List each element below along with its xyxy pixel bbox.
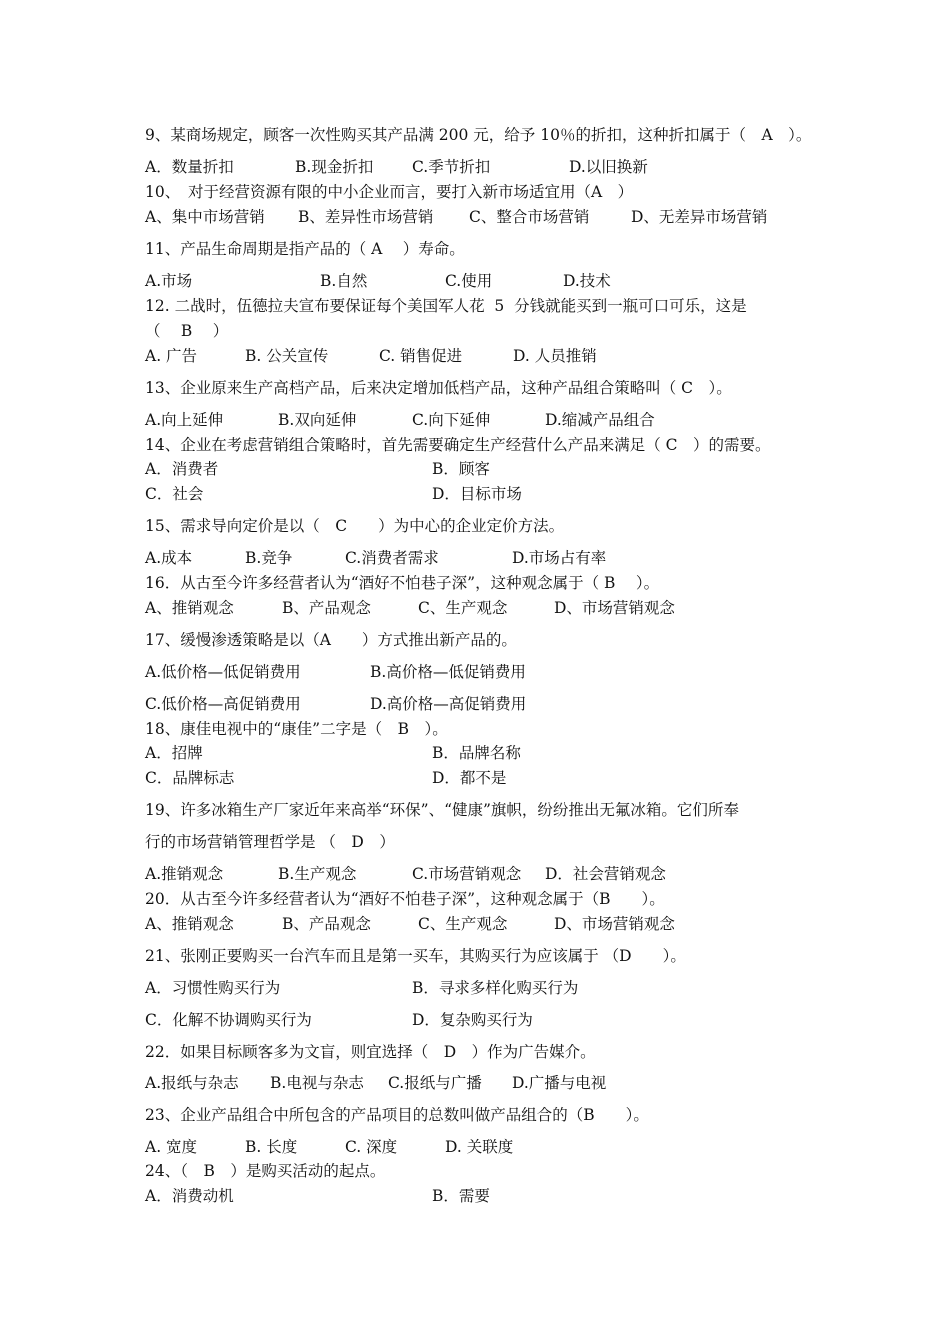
question-15: 15、需求导向定价是以（ C ）为中心的企业定价方法。 xyxy=(145,517,565,535)
option-9d: D.以旧换新 xyxy=(569,158,648,176)
option-12b: B. 公关宣传 xyxy=(245,347,329,365)
option-12c: C. 销售促进 xyxy=(379,347,463,365)
question-20: 20．从古至今许多经营者认为“酒好不怕巷子深”，这种观念属于（B ）。 xyxy=(145,890,665,908)
option-17d: D.高价格—高促销费用 xyxy=(370,695,527,713)
option-16d: D、市场营销观念 xyxy=(554,599,675,617)
option-10a: A、集中市场营销 xyxy=(145,208,265,226)
option-22a: A.报纸与杂志 xyxy=(145,1074,239,1092)
option-21b: B．寻求多样化购买行为 xyxy=(412,979,579,997)
question-9: 9、某商场规定，顾客一次性购买其产品满 200 元，给予 10％的折扣，这种折扣属于（ A ）。 xyxy=(145,126,812,144)
option-13d: D.缩减产品组合 xyxy=(545,411,655,429)
option-14b: B．顾客 xyxy=(432,460,490,478)
option-9a: A．数量折扣 xyxy=(145,158,234,176)
option-19b: B.生产观念 xyxy=(278,865,357,883)
question-12: 12. 二战时，伍德拉夫宣布要保证每个美国军人花 5 分钱就能买到一瓶可口可乐，这是 xyxy=(145,297,747,315)
option-23b: B. 长度 xyxy=(245,1138,298,1156)
option-10b: B、差异性市场营销 xyxy=(298,208,434,226)
question-14: 14、企业在考虑营销组合策略时，首先需要确定生产经营什么产品来满足（ C ）的需要。 xyxy=(145,436,771,454)
option-20d: D、市场营销观念 xyxy=(554,915,675,933)
option-23c: C. 深度 xyxy=(345,1138,398,1156)
option-9c: C.季节折扣 xyxy=(412,158,491,176)
option-16c: C、生产观念 xyxy=(418,599,508,617)
option-11b: B.自然 xyxy=(320,272,368,290)
option-24b: B．需要 xyxy=(432,1187,490,1205)
question-10: 10、 对于经营资源有限的中小企业而言，要打入新市场适宜用（A ） xyxy=(145,183,634,201)
option-21d: D．复杂购买行为 xyxy=(412,1011,533,1029)
option-22b: B.电视与杂志 xyxy=(270,1074,364,1092)
option-23d: D. 关联度 xyxy=(445,1138,514,1156)
option-18b: B．品牌名称 xyxy=(432,744,521,762)
question-19: 19、许多冰箱生产厂家近年来高举“环保”、“健康”旗帜，纷纷推出无氟冰箱。它们所奉 xyxy=(145,801,739,819)
question-23: 23、企业产品组合中所包含的产品项目的总数叫做产品组合的（B ）。 xyxy=(145,1106,649,1124)
option-24a: A．消费动机 xyxy=(145,1187,234,1205)
option-20b: B、产品观念 xyxy=(282,915,371,933)
option-20a: A、推销观念 xyxy=(145,915,234,933)
option-19a: A.推销观念 xyxy=(145,865,224,883)
option-18c: C．品牌标志 xyxy=(145,769,235,787)
option-15d: D.市场占有率 xyxy=(512,549,607,567)
question-13: 13、企业原来生产高档产品，后来决定增加低档产品，这种产品组合策略叫（ C ）。 xyxy=(145,379,732,397)
option-14c: C．社会 xyxy=(145,485,204,503)
question-21: 21、张刚正要购买一台汽车而且是第一买车，其购买行为应该属于 （D ）。 xyxy=(145,947,686,965)
option-16a: A、推销观念 xyxy=(145,599,234,617)
option-10c: C、整合市场营销 xyxy=(469,208,590,226)
option-16b: B、产品观念 xyxy=(282,599,371,617)
option-20c: C、生产观念 xyxy=(418,915,508,933)
question-11: 11、产品生命周期是指产品的（ A ）寿命。 xyxy=(145,240,465,258)
option-19d: D．社会营销观念 xyxy=(545,865,666,883)
option-11d: D.技术 xyxy=(563,272,611,290)
option-21c: C．化解不协调购买行为 xyxy=(145,1011,312,1029)
option-13c: C.向下延伸 xyxy=(412,411,491,429)
option-19c: C.市场营销观念 xyxy=(412,865,522,883)
option-18a: A．招牌 xyxy=(145,744,203,762)
question-22: 22．如果目标顾客多为文盲，则宜选择（ D ）作为广告媒介。 xyxy=(145,1043,596,1061)
question-16: 16．从古至今许多经营者认为“酒好不怕巷子深”，这种观念属于（ B ）。 xyxy=(145,574,660,592)
option-11a: A.市场 xyxy=(145,272,193,290)
option-15a: A.成本 xyxy=(145,549,193,567)
option-13a: A.向上延伸 xyxy=(145,411,224,429)
option-11c: C.使用 xyxy=(445,272,493,290)
option-23a: A. 宽度 xyxy=(145,1138,198,1156)
option-14a: A．消费者 xyxy=(145,460,219,478)
option-9b: B.现金折扣 xyxy=(295,158,374,176)
option-15b: B.竞争 xyxy=(245,549,293,567)
question-24: 24、（ B ）是购买活动的起点。 xyxy=(145,1162,386,1180)
option-18d: D．都不是 xyxy=(432,769,507,787)
option-17c: C.低价格—高促销费用 xyxy=(145,695,301,713)
option-12d: D. 人员推销 xyxy=(513,347,597,365)
option-12a: A. 广告 xyxy=(145,347,198,365)
question-18: 18、康佳电视中的“康佳”二字是（ B ）。 xyxy=(145,720,448,738)
option-17a: A.低价格—低促销费用 xyxy=(145,663,301,681)
option-17b: B.高价格—低促销费用 xyxy=(370,663,526,681)
option-22c: C.报纸与广播 xyxy=(388,1074,482,1092)
option-21a: A．习惯性购买行为 xyxy=(145,979,281,997)
option-14d: D．目标市场 xyxy=(432,485,522,503)
option-13b: B.双向延伸 xyxy=(278,411,357,429)
question-19-cont: 行的市场营销管理哲学是 （ D ） xyxy=(145,833,395,851)
option-10d: D、无差异市场营销 xyxy=(631,208,768,226)
option-15c: C.消费者需求 xyxy=(345,549,439,567)
question-17: 17、缓慢渗透策略是以（A ）方式推出新产品的。 xyxy=(145,631,517,649)
question-12-cont: （ B ） xyxy=(145,322,229,340)
option-22d: D.广播与电视 xyxy=(512,1074,607,1092)
